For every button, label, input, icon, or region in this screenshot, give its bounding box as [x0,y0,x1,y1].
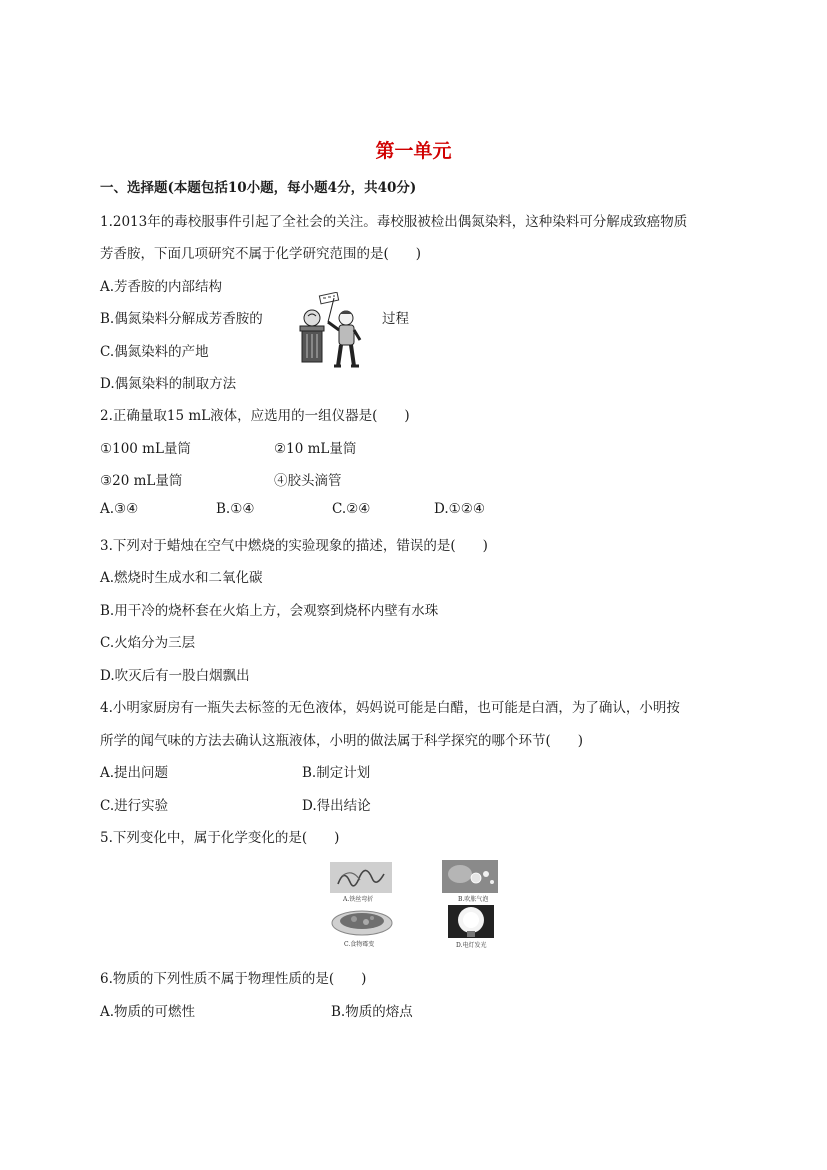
q4-option-b: B.制定计划 [302,765,371,781]
q3-option-d: D.吹灭后有一股白烟飘出 [100,668,250,684]
q4-stem-line2: 所学的闻气味的方法去确认这瓶液体，小明的做法属于科学探究的哪个环节( ) [100,733,584,749]
q3-option-c: C.火焰分为三层 [100,635,196,651]
blowing-bubble-image [442,860,498,893]
page-title: 第一单元 [375,140,452,162]
light-bulb-image [448,905,494,938]
q1-stem-line1: 1.2013年的毒校服事件引起了全社会的关注。毒校服被检出偶氮染料，这种染料可分解成致癌物质 [100,214,688,230]
q3-stem: 3.下列对于蜡烛在空气中燃烧的实验现象的描述，错误的是( ) [100,538,488,554]
q2-option-c: C.②④ [332,501,371,517]
q4-option-a: A.提出问题 [100,765,169,781]
q2-option-a: A.③④ [100,501,139,517]
q4-option-c: C.进行实验 [100,798,169,814]
q5-stem: 5.下列变化中，属于化学变化的是( ) [100,830,340,846]
q1-option-d: D.偶氮染料的制取方法 [100,376,237,392]
q5-caption-c: C.食物霉变 [344,941,375,948]
q6-stem: 6.物质的下列性质不属于物理性质的是( ) [100,971,367,987]
q1-option-b-pre: B.偶氮染料分解成芳香胺的 [100,311,263,327]
section-heading: 一、选择题(本题包括10小题，每小题4分，共40分) [100,180,417,196]
q3-option-b: B.用干冷的烧杯套在火焰上方，会观察到烧杯内壁有水珠 [100,603,439,619]
q2-option-d: D.①②④ [434,501,485,517]
q4-stem-line1: 4.小明家厨房有一瓶失去标签的无色液体，妈妈说可能是白醋，也可能是白酒，为了确认，小明按 [100,700,680,716]
q6-option-a: A.物质的可燃性 [100,1004,196,1020]
q4-option-d: D.得出结论 [302,798,371,814]
q2-stem: 2.正确量取15 mL液体，应选用的一组仪器是( ) [100,408,410,424]
q2-item-3: ③20 mL量筒 [100,473,183,489]
moldy-food-image [330,905,394,937]
q2-item-4: ④胶头滴管 [274,473,342,489]
q6-option-b: B.物质的熔点 [331,1004,413,1020]
q5-caption-b: B.吹胀气泡 [458,896,489,903]
q5-caption-d: D.电灯发光 [456,942,487,949]
q1-stem-line2: 芳香胺，下面几项研究不属于化学研究范围的是( ) [100,246,422,262]
q1-option-a: A.芳香胺的内部结构 [100,279,223,295]
cartoon-man-with-bin-icon [298,292,370,370]
q2-item-2: ②10 mL量筒 [274,441,357,457]
q5-caption-a: A.铁丝弯折 [343,896,374,903]
q2-option-b: B.①④ [216,501,255,517]
q1-option-c: C.偶氮染料的产地 [100,344,209,360]
q2-item-1: ①100 mL量筒 [100,441,191,457]
iron-wire-bending-image [330,862,392,893]
q1-option-b-post: 过程 [382,311,409,327]
q3-option-a: A.燃烧时生成水和二氧化碳 [100,570,263,586]
